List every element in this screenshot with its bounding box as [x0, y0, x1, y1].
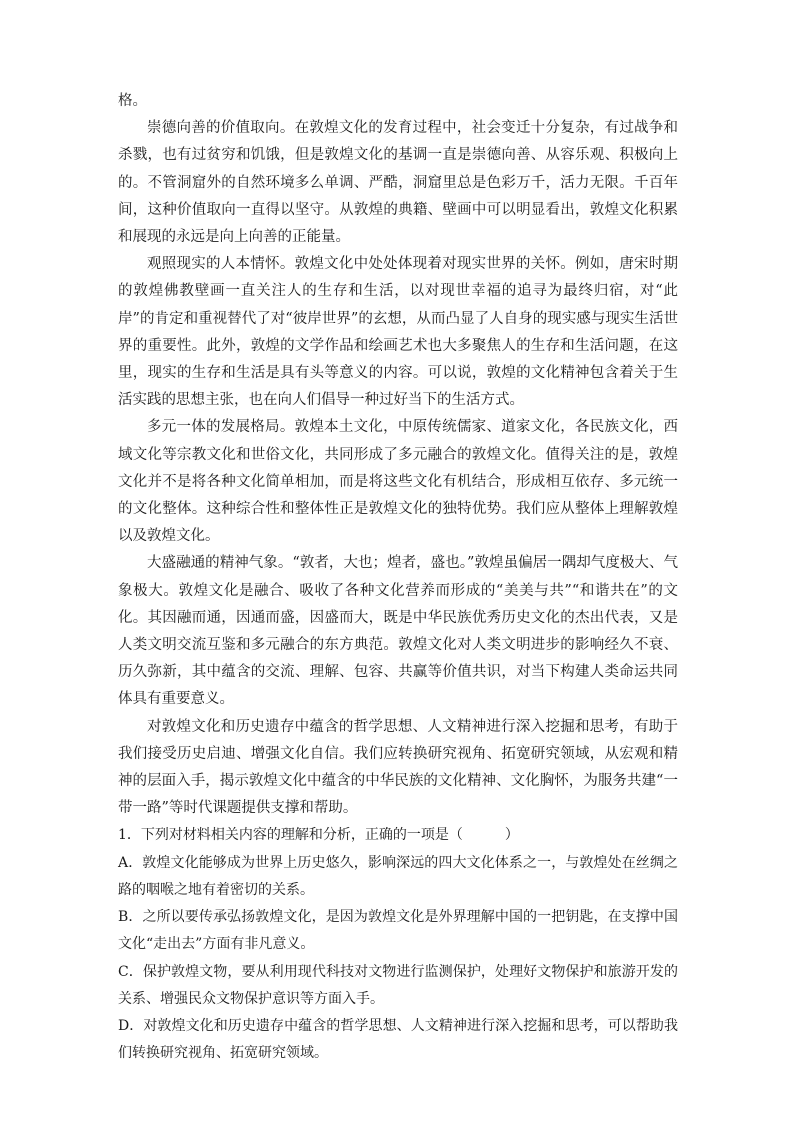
document-page: [118, 88, 678, 1067]
question-block: [118, 822, 678, 1067]
option-c[interactable]: C．保护敦煌文物，要从利用现代科技对文物进行监测保护，处理好文物保护和旅游开发的关系、增强民众文物保护意识等方面入手。: [118, 963, 678, 1007]
paragraph-continuation: 格。: [118, 93, 147, 109]
question-stem: 1．下列对材料相关内容的理解和分析，正确的一项是（ ）: [118, 827, 519, 844]
paragraph-humanism: 观照现实的人本情怀。敦煌文化中处处体现着对现实世界的关怀。例如，唐宋时期的敦煌佛教壁画一直关注人的生存和生活，以对现世幸福的追寻为最终归宿，对“此岸”的肯定和重视替代了对“彼岸世界”的玄想，从而凸显了人自身的现实感与现实生活世界的重要性。此外，敦煌的文学作品和绘画艺术也大多聚焦人的生存和生活问题，在这里，现实的生存和生活是具有头等意义的内容。可以说，敦煌的文化精神包含着关于生活实践的思想主张，也在向人们倡导一种过好当下的生活方式。: [118, 256, 678, 409]
paragraph-conclusion: 对敦煌文化和历史遗存中蕴含的哲学思想、人文精神进行深入挖掘和思考，有助于我们接受历史启迪、增强文化自信。我们应转换研究视角、拓宽研究领域，从宏观和精神的层面入手，揭示敦煌文化中蕴含的中华民族的文化精神、文化胸怀，为服务共建“一带一路”等时代课题提供支撑和帮助。: [118, 718, 678, 817]
paragraph-spirit: 大盛融通的精神气象。“敦者，大也；煌者，盛也。”敦煌虽偏居一隅却气度极大、气象极大。敦煌文化是融合、吸收了各种文化营养而形成的“美美与共”“和谐共在”的文化。其因融而通，因通而盛，因盛而大，既是中华民族优秀历史文化的杰出代表，又是人类文明交流互鉴和多元融合的东方典范。敦煌文化对人类文明进步的影响经久不衰、历久弥新，其中蕴含的交流、理解、包容、共赢等价值共识，对当下构建人类命运共同体具有重要意义。: [118, 555, 678, 708]
option-b[interactable]: B．之所以要传承弘扬敦煌文化，是因为敦煌文化是外界理解中国的一把钥匙，在支撑中国文化“走出去”方面有非凡意义。: [118, 909, 678, 953]
option-a[interactable]: A．敦煌文化能够成为世界上历史悠久，影响深远的四大文化体系之一，与敦煌处在丝绸之路的咽喉之地有着密切的关系。: [118, 854, 678, 898]
option-d[interactable]: D．对敦煌文化和历史遗存中蕴含的哲学思想、人文精神进行深入挖掘和思考，可以帮助我们转换研究视角、拓宽研究领域。: [118, 1017, 678, 1062]
paragraph-values: 崇德向善的价值取向。在敦煌文化的发育过程中，社会变迁十分复杂，有过战争和杀戮，也有过贫穷和饥饿，但是敦煌文化的基调一直是崇德向善、从容乐观、积极向上的。不管洞窟外的自然环境多么单调、严酷，洞窟里总是色彩万千，活力无限。千百年间，这种价值取向一直得以坚守。从敦煌的典籍、壁画中可以明显看出，敦煌文化积累和展现的永远是向上向善的正能量。: [118, 120, 678, 246]
paragraph-pluralism: 多元一体的发展格局。敦煌本土文化，中原传统儒家、道家文化，各民族文化，西域文化等宗教文化和世俗文化，共同形成了多元融合的敦煌文化。值得关注的是，敦煌文化并不是将各种文化简单相加，而是将这些文化有机结合，形成相互依存、多元统一的文化整体。这种综合性和整体性正是敦煌文化的独特优势。我们应从整体上理解敦煌以及敦煌文化。: [118, 419, 678, 545]
